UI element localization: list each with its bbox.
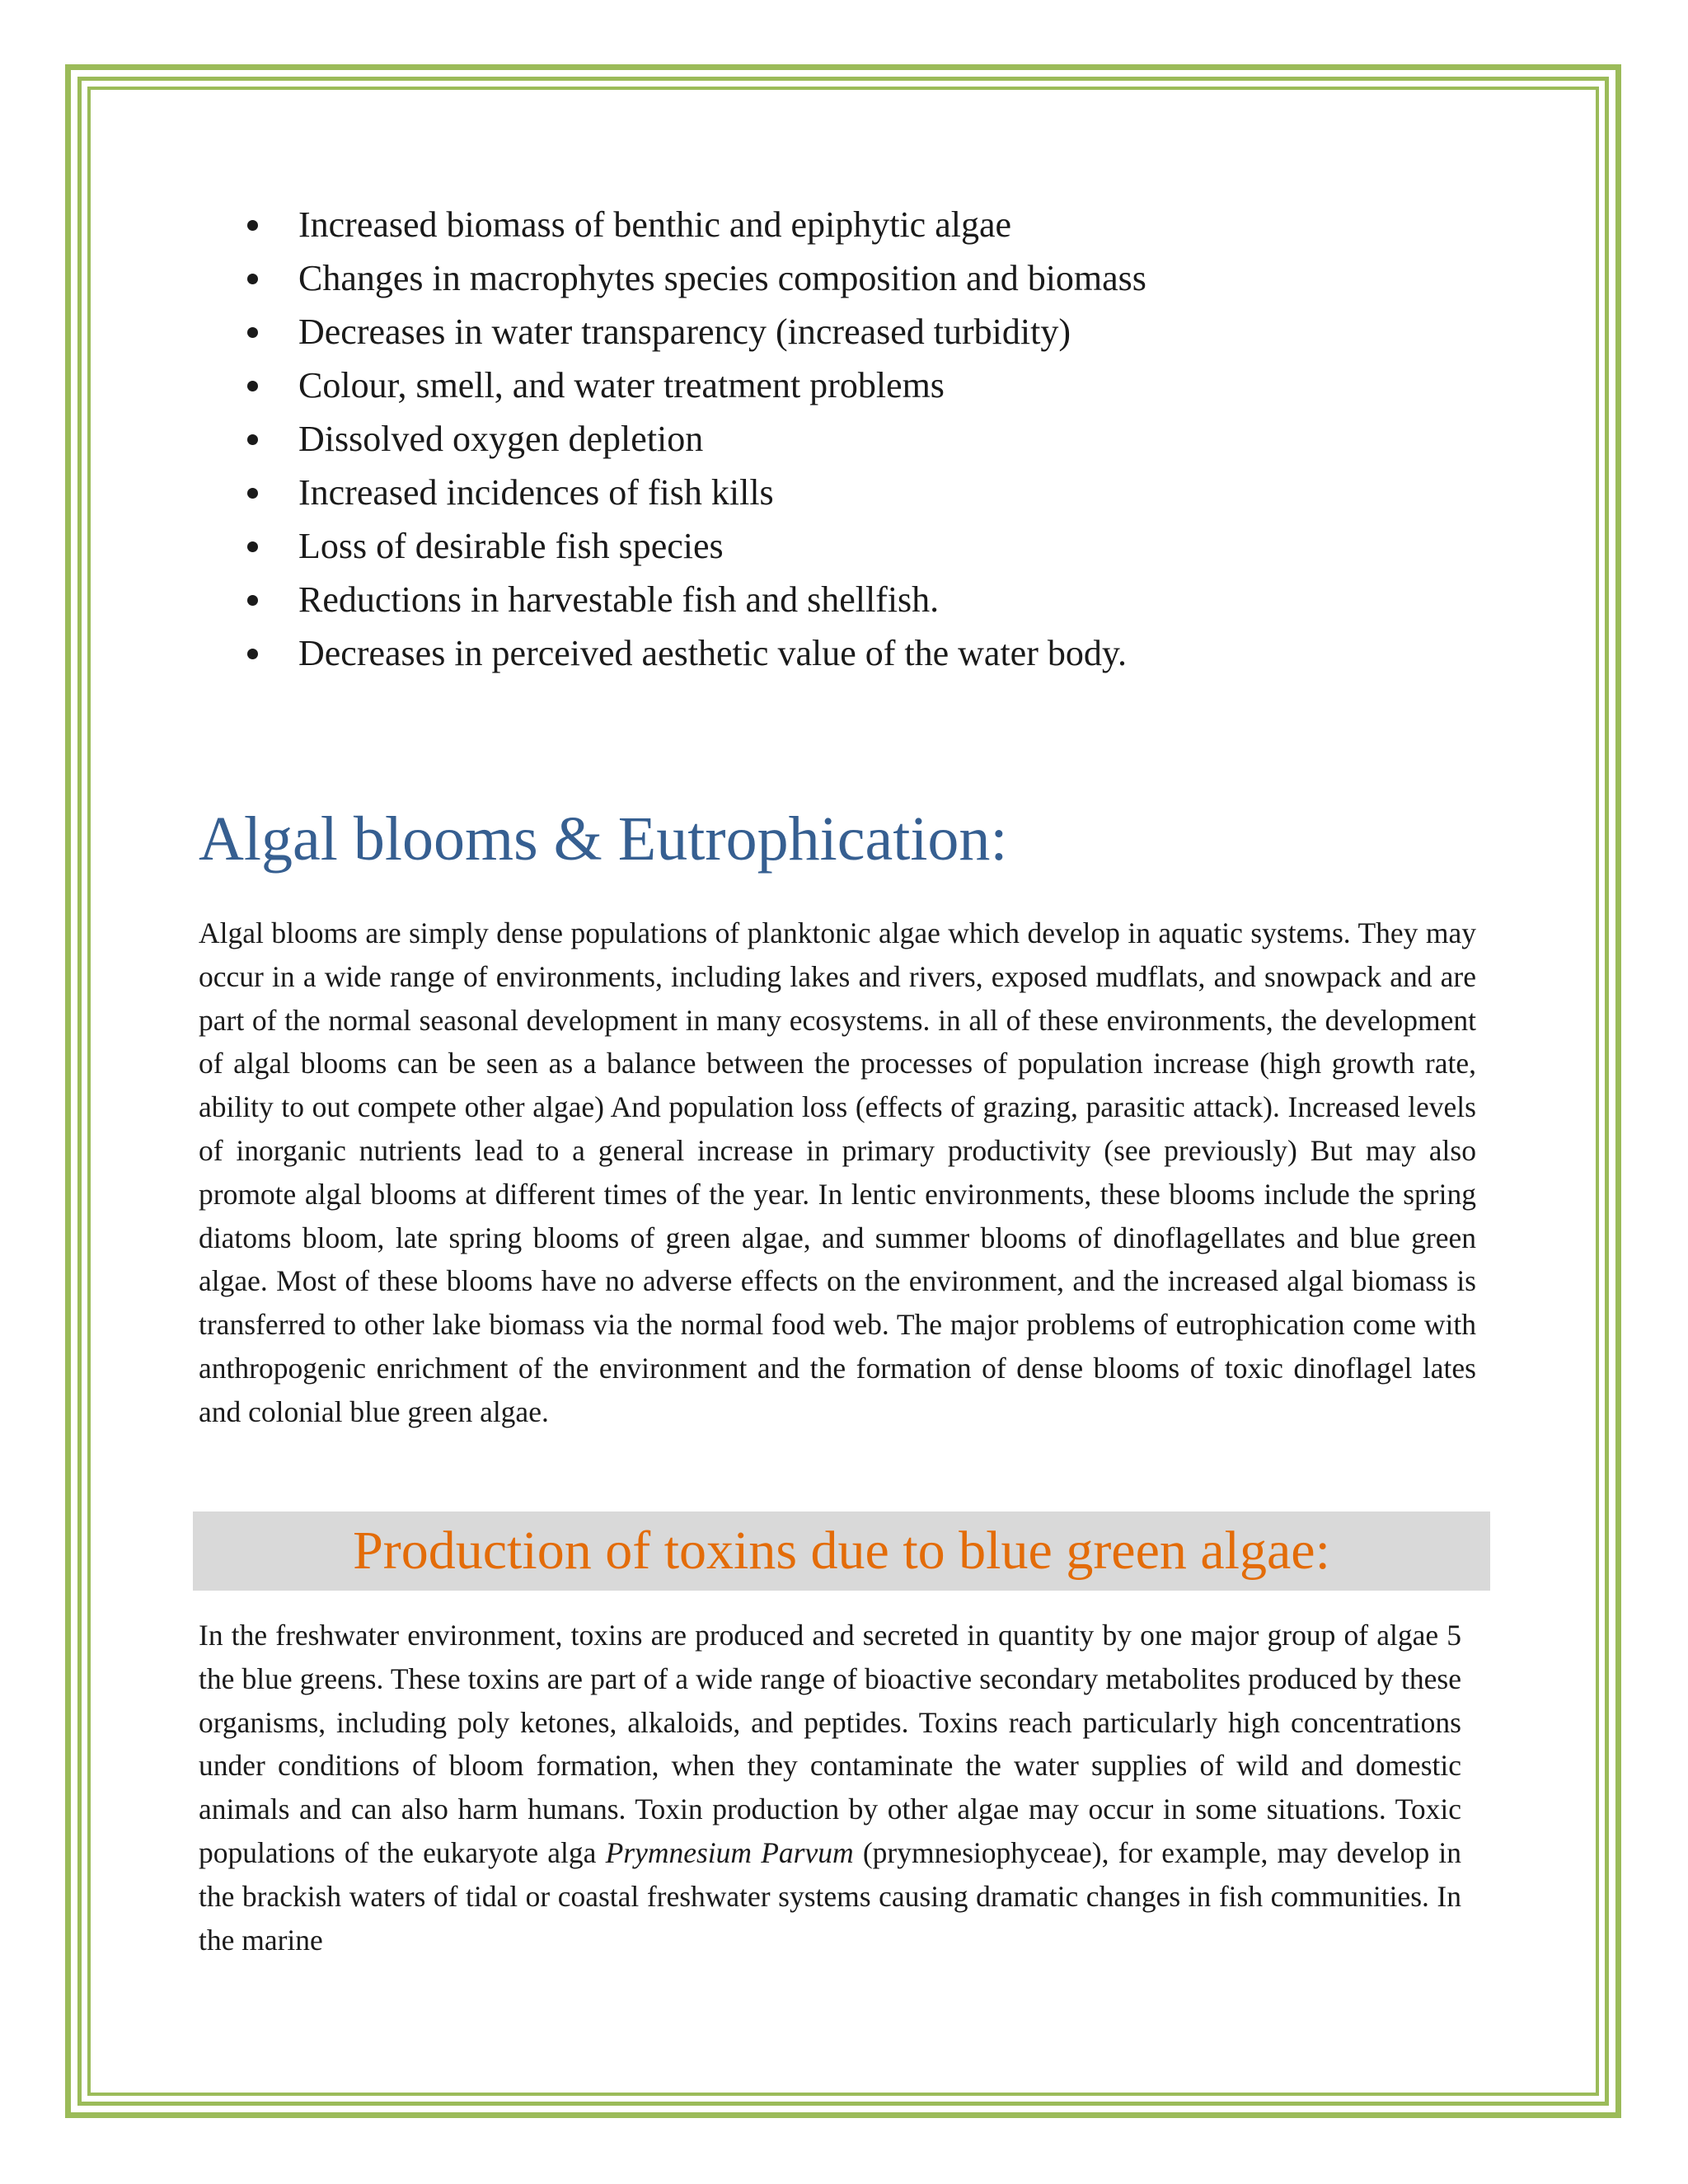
bullet-item xyxy=(247,626,1484,680)
bullet-dot-icon xyxy=(247,327,258,338)
bullet-text: Decreases in perceived aesthetic value of the water body. xyxy=(298,633,1127,673)
bullet-text: Increased incidences of fish kills xyxy=(298,472,774,513)
bullet-dot-icon xyxy=(247,434,258,445)
bullet-text: Changes in macrophytes species composition and biomass xyxy=(298,258,1146,298)
bullet-item xyxy=(247,466,1484,519)
toxins-heading-banner xyxy=(193,1511,1490,1591)
bullet-dot-icon xyxy=(247,595,258,606)
bullet-item xyxy=(247,519,1484,573)
bullet-item xyxy=(247,412,1484,466)
bullet-item xyxy=(247,573,1484,626)
toxins-paragraph-text: In the freshwater environment, toxins are produced and secreted in quantity by one major group of algae 5 the blue greens. These toxins are part of a wide range of bioactive secondary metabolites produced by these organisms, including poly ketones, alkaloids, and peptides. Toxins reach particularly high concentrations under conditions of bloom formation, when they contaminate the water supplies of wild and domestic animals and can also harm humans. Toxin production by other algae may occur in some situations. Toxic populations of the eukaryote alga xyxy=(199,1619,1461,1869)
bullet-dot-icon xyxy=(247,381,258,391)
bullet-text: Reductions in harvestable fish and shellfish. xyxy=(298,579,940,620)
toxins-paragraph xyxy=(199,1614,1461,1961)
algal-blooms-heading: Algal blooms & Eutrophication: xyxy=(199,804,1008,874)
toxins-paragraph-continuation: (prymnesiophyceae), for example, may develop in the brackish waters of tidal or coastal freshwater systems causing dramatic changes in fish communities. In the marine xyxy=(199,1835,1462,1957)
bullet-dot-icon xyxy=(247,488,258,499)
bullet-dot-icon xyxy=(247,220,258,231)
bullet-text: Increased biomass of benthic and epiphytic algae xyxy=(298,204,1012,245)
bullet-item xyxy=(247,359,1484,412)
bullet-dot-icon xyxy=(247,649,258,659)
algal-blooms-paragraph: Algal blooms are simply dense populations of planktonic algae which develop in aquatic systems. They may occur in a wide range of environments, including lakes and rivers, exposed mudflats, and snowpack and are part of the normal seasonal development in many ecosystems. in all of these environments, the development of algal blooms can be seen as a balance between the processes of population increase (high growth rate, ability to out compete other algae) And population loss (effects of grazing, parasitic attack). Increased levels of inorganic nutrients lead to a general increase in primary productivity (see previously) But may also promote algal blooms at different times of the year. In lentic environments, these blooms include the spring diatoms bloom, late spring blooms of green algae, and summer blooms of dinoflagellates and blue green algae. Most of these blooms have no adverse effects on the environment, and the increased algal biomass is transferred to other lake biomass via the normal food web. The major problems of eutrophication come with anthropogenic enrichment of the environment and the formation of dense blooms of toxic dinoflagel lates and colonial blue green algae. xyxy=(199,916,1476,1428)
species-name: Prymnesium Parvum xyxy=(605,1835,854,1869)
bullet-item xyxy=(247,305,1484,359)
bullet-item xyxy=(247,198,1484,251)
bullet-text: Decreases in water transparency (increased turbidity) xyxy=(298,312,1071,352)
bullet-text: Loss of desirable fish species xyxy=(298,526,724,566)
effects-bullet-list xyxy=(247,198,1484,680)
bullet-text: Colour, smell, and water treatment problems xyxy=(298,365,945,405)
bullet-text: Dissolved oxygen depletion xyxy=(298,419,704,459)
bullet-item xyxy=(247,251,1484,305)
bullet-dot-icon xyxy=(247,274,258,284)
toxins-heading: Production of toxins due to blue green algae: xyxy=(353,1521,1330,1581)
bullet-dot-icon xyxy=(247,541,258,552)
